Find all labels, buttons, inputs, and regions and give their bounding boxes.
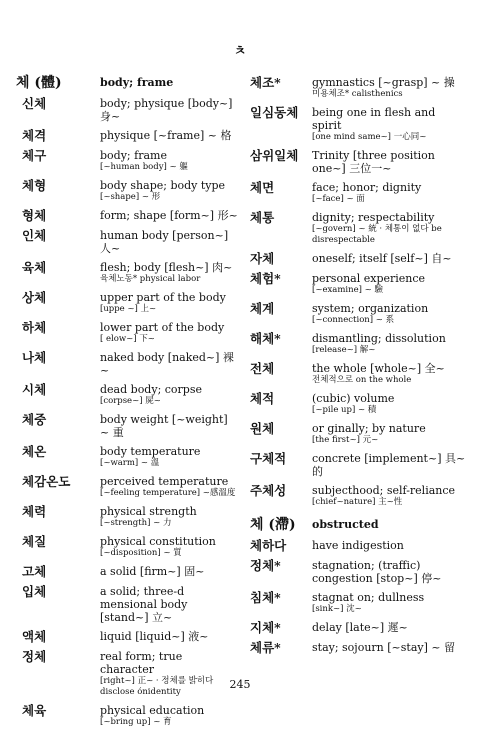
dictionary-entry xyxy=(16,445,238,469)
entry-definition xyxy=(312,362,466,386)
entry-headword: 형체 xyxy=(22,208,47,223)
entry-gloss: Trinity [three position one~] 三位一~ xyxy=(312,149,435,175)
entry-gloss: flesh; body [flesh~] 肉~ xyxy=(100,261,233,274)
entry-headword: 일심동체 xyxy=(250,105,299,120)
entry-headword: 체격 xyxy=(22,128,47,143)
entry-definition xyxy=(312,452,466,478)
dictionary-entry xyxy=(250,362,466,386)
dictionary-entry xyxy=(250,392,466,416)
entry-definition xyxy=(100,445,238,469)
entry-headword: 해체* xyxy=(250,331,281,346)
dictionary-entry xyxy=(16,565,238,579)
entry-gloss: the whole [whole~] 全~ xyxy=(312,362,445,375)
entry-etymology: [right~] 正~ · 정체를 밝히다 disclose ónidentity xyxy=(100,676,214,697)
entry-headword: 하체 xyxy=(22,320,47,335)
dictionary-entry xyxy=(16,229,238,255)
left-entry-list xyxy=(16,97,238,728)
entry-gloss: stagnation; (traffic) congestion [stop~] 停~ xyxy=(312,559,442,585)
entry-etymology: [~warm] ~ 溫 xyxy=(100,458,160,468)
entry-definition xyxy=(100,97,238,123)
entry-gloss: subjecthood; self-reliance xyxy=(312,484,456,497)
entry-headword: 지체* xyxy=(250,620,281,635)
dictionary-entry xyxy=(16,351,238,377)
entry-headword: 육체 xyxy=(22,260,47,275)
entry-gloss: dismantling; dissolution xyxy=(312,332,446,345)
entry-definition xyxy=(100,704,238,728)
entry-definition xyxy=(100,565,238,578)
entry-etymology: [sink~] 沈~ xyxy=(312,604,362,614)
entry-gloss: lower part of the body xyxy=(100,321,225,334)
dictionary-entry xyxy=(16,585,238,624)
dictionary-entry xyxy=(16,413,238,439)
entry-gloss: physical education xyxy=(100,704,205,717)
entry-definition xyxy=(312,539,466,552)
left-column xyxy=(16,76,238,734)
entry-headword: 체감온도 xyxy=(22,474,71,489)
entry-etymology: [the first~] 元~ xyxy=(312,435,379,445)
dictionary-entry xyxy=(16,321,238,345)
entry-etymology: [uppe ~] 上~ xyxy=(100,304,157,314)
entry-gloss: form; shape [form~] 形~ xyxy=(100,209,238,222)
entry-headword: 체류* xyxy=(250,640,281,655)
entry-gloss: body shape; body type xyxy=(100,179,226,192)
entry-headword: 고체 xyxy=(22,564,47,579)
entry-headword: 체육 xyxy=(22,703,47,718)
entry-definition xyxy=(312,76,466,100)
entry-gloss: human body [person~] 人~ xyxy=(100,229,229,255)
entry-definition xyxy=(312,272,466,296)
right-entry-list-2 xyxy=(250,539,466,655)
entry-gloss: body; physique [body~] 身~ xyxy=(100,97,233,123)
entry-gloss: system; organization xyxy=(312,302,429,315)
right-column xyxy=(250,76,466,661)
entry-definition xyxy=(100,321,238,345)
entry-definition xyxy=(312,621,466,634)
entry-gloss: delay [late~] 遲~ xyxy=(312,621,408,634)
dictionary-entry xyxy=(250,272,466,296)
entry-headword: 체형 xyxy=(22,178,47,193)
entry-headword: 인체 xyxy=(22,228,47,243)
entry-etymology: [one mind same~] 一心同~ xyxy=(312,132,427,142)
entry-gloss: physical constitution xyxy=(100,535,216,548)
entry-definition xyxy=(100,129,238,142)
section-headword: 체 (滯) xyxy=(250,517,296,533)
entry-definition xyxy=(312,392,466,416)
entry-gloss: personal experience xyxy=(312,272,426,285)
dictionary-entry xyxy=(16,209,238,223)
dictionary-entry xyxy=(16,129,238,143)
entry-etymology: [~strength] ~ 力 xyxy=(100,518,172,528)
entry-gloss: body; frame xyxy=(100,149,167,162)
entry-gloss: have indigestion xyxy=(312,539,404,552)
dictionary-entry xyxy=(16,97,238,123)
entry-definition xyxy=(100,229,238,255)
entry-definition xyxy=(312,332,466,356)
dictionary-entry xyxy=(16,261,238,285)
entry-definition xyxy=(100,585,238,624)
entry-headword: 정체 xyxy=(22,649,47,664)
entry-gloss: body weight [~weight] ~ 重 xyxy=(100,413,228,439)
entry-etymology: [~pile up] ~ 積 xyxy=(312,405,377,415)
section-gloss: body; frame xyxy=(100,76,174,89)
entry-definition xyxy=(312,302,466,326)
entry-headword: 침체* xyxy=(250,590,281,605)
entry-gloss: gymnastics [~grasp] ~ 操 xyxy=(312,76,455,89)
entry-etymology: [~human body] ~ 軀 xyxy=(100,162,188,172)
entry-definition xyxy=(100,475,238,499)
entry-etymology: [~face] ~ 面 xyxy=(312,194,365,204)
entry-etymology: [corpse~] 屍~ xyxy=(100,396,161,406)
entry-definition xyxy=(312,106,466,143)
entry-gloss: or ginally; by nature xyxy=(312,422,426,435)
dictionary-entry xyxy=(16,535,238,559)
entry-etymology: [ elow~] 下~ xyxy=(100,334,155,344)
entry-definition xyxy=(312,149,466,175)
entry-definition xyxy=(312,181,466,205)
entry-definition xyxy=(312,591,466,615)
entry-definition xyxy=(100,413,238,439)
entry-definition xyxy=(100,149,238,173)
entry-definition xyxy=(100,505,238,529)
entry-definition xyxy=(100,261,238,285)
entry-definition xyxy=(100,179,238,203)
dictionary-entry xyxy=(250,211,466,246)
entry-gloss: naked body [naked~] 裸~ xyxy=(100,351,234,377)
entry-gloss: perceived temperature xyxy=(100,475,229,488)
entry-headword: 원체 xyxy=(250,421,275,436)
dictionary-entry xyxy=(16,149,238,173)
dictionary-entry xyxy=(16,383,238,407)
dictionary-entry xyxy=(250,591,466,615)
section-headword: 체 (體) xyxy=(16,75,62,91)
dictionary-entry xyxy=(250,76,466,100)
entry-definition xyxy=(312,211,466,246)
entry-gloss: real form; true character xyxy=(100,650,183,676)
entry-headword: 체조* xyxy=(250,75,281,90)
dictionary-entry xyxy=(250,559,466,585)
entry-definition xyxy=(100,630,238,643)
dictionary-entry xyxy=(250,422,466,446)
entry-gloss: physique [~frame] ~ 格 xyxy=(100,129,232,142)
entry-etymology: [~feeling temperature] ~感溫度 xyxy=(100,488,236,498)
entry-headword: 체통 xyxy=(250,210,275,225)
dictionary-entry xyxy=(16,630,238,644)
entry-headword: 체험* xyxy=(250,271,281,286)
entry-etymology: 전체적으로 on the whole xyxy=(312,375,412,385)
entry-gloss: being one in flesh and spirit xyxy=(312,106,436,132)
entry-definition xyxy=(100,291,238,315)
page-header-letter: ㅊ xyxy=(233,44,247,59)
entry-definition xyxy=(312,422,466,446)
entry-headword: 액체 xyxy=(22,629,47,644)
dictionary-entry xyxy=(250,621,466,635)
entry-gloss: concrete [implement~] 具~的 xyxy=(312,452,466,478)
entry-headword: 정체* xyxy=(250,558,281,573)
entry-headword: 체계 xyxy=(250,301,275,316)
section-gloss: obstructed xyxy=(312,518,379,531)
entry-etymology: [~disposition] ~ 質 xyxy=(100,548,182,558)
entry-etymology: [~shape] ~ 形 xyxy=(100,192,161,202)
entry-definition xyxy=(100,209,238,222)
entry-definition xyxy=(100,351,238,377)
section-heading xyxy=(250,518,466,532)
entry-gloss: oneself; itself [self~] 自~ xyxy=(312,252,452,265)
dictionary-entry xyxy=(250,149,466,175)
entry-headword: 체력 xyxy=(22,504,47,519)
section-heading xyxy=(16,76,238,90)
entry-gloss: physical strength xyxy=(100,505,197,518)
entry-headword: 체중 xyxy=(22,412,47,427)
dictionary-entry xyxy=(250,332,466,356)
entry-definition xyxy=(100,535,238,559)
entry-etymology: [~bring up] ~ 育 xyxy=(100,717,172,727)
entry-headword: 나체 xyxy=(22,350,47,365)
entry-gloss: dead body; corpse xyxy=(100,383,203,396)
entry-gloss: stagnat on; dullness xyxy=(312,591,425,604)
dictionary-entry xyxy=(250,641,466,655)
dictionary-entry xyxy=(250,181,466,205)
dictionary-entry xyxy=(250,106,466,143)
entry-etymology: [~govern] ~ 統 · 체통이 없다 be disrespectable xyxy=(312,224,442,245)
entry-headword: 체구 xyxy=(22,148,47,163)
entry-headword: 체적 xyxy=(250,391,275,406)
entry-headword: 시체 xyxy=(22,382,47,397)
dictionary-entry xyxy=(16,291,238,315)
entry-definition xyxy=(312,641,466,654)
entry-gloss: a solid; three-d mensional body [stand~] 立~ xyxy=(100,585,188,624)
entry-gloss: a solid [firm~] 固~ xyxy=(100,565,205,578)
dictionary-entry xyxy=(250,484,466,508)
entry-definition xyxy=(312,484,466,508)
entry-etymology: [release~] 解~ xyxy=(312,345,376,355)
entry-definition xyxy=(312,559,466,585)
entry-gloss: liquid [liquid~] 液~ xyxy=(100,630,209,643)
right-entry-list xyxy=(250,76,466,508)
entry-headword: 구체적 xyxy=(250,451,287,466)
entry-headword: 체하다 xyxy=(250,538,287,553)
entry-headword: 주체성 xyxy=(250,483,287,498)
dictionary-entry xyxy=(250,302,466,326)
entry-etymology: 미용체조* calisthenics xyxy=(312,89,403,99)
entry-headword: 전체 xyxy=(250,361,275,376)
entry-gloss: dignity; respectability xyxy=(312,211,435,224)
entry-etymology: 육체노동* physical labor xyxy=(100,274,201,284)
entry-headword: 체질 xyxy=(22,534,47,549)
dictionary-entry xyxy=(250,452,466,478)
entry-headword: 상체 xyxy=(22,290,47,305)
page-number: 245 xyxy=(229,678,251,691)
entry-gloss: face; honor; dignity xyxy=(312,181,422,194)
entry-etymology: [~examine] ~ 驗 xyxy=(312,285,383,295)
dictionary-entry xyxy=(16,704,238,728)
dictionary-entry xyxy=(16,505,238,529)
entry-etymology: [chief~nature] 主~性 xyxy=(312,497,403,507)
entry-definition xyxy=(312,252,466,265)
entry-headword: 입체 xyxy=(22,584,47,599)
entry-definition xyxy=(100,383,238,407)
entry-gloss: body temperature xyxy=(100,445,201,458)
dictionary-entry xyxy=(250,539,466,553)
entry-headword: 자체 xyxy=(250,251,275,266)
entry-headword: 삼위일체 xyxy=(250,148,299,163)
entry-gloss: stay; sojourn [~stay] ~ 留 xyxy=(312,641,456,654)
dictionary-entry xyxy=(16,475,238,499)
entry-headword: 체면 xyxy=(250,180,275,195)
entry-etymology: [~connection] ~ 系 xyxy=(312,315,395,325)
entry-headword: 체온 xyxy=(22,444,47,459)
entry-gloss: upper part of the body xyxy=(100,291,226,304)
dictionary-entry xyxy=(16,179,238,203)
entry-gloss: (cubic) volume xyxy=(312,392,395,405)
dictionary-entry xyxy=(250,252,466,266)
entry-headword: 신체 xyxy=(22,96,47,111)
